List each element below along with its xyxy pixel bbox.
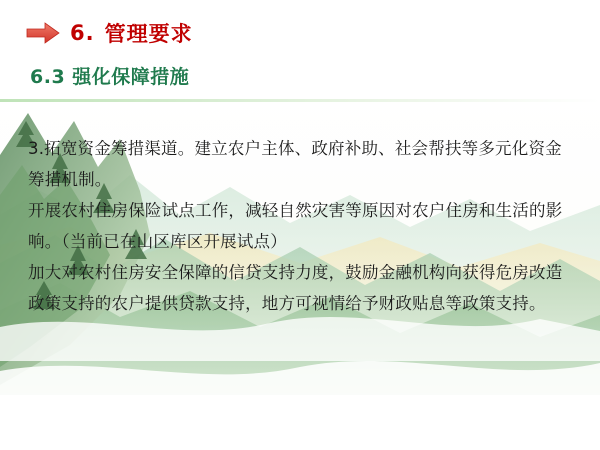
slide-heading [26, 18, 193, 48]
right-arrow-icon [26, 22, 60, 44]
body-paragraph-1: 3.拓宽资金筹措渠道。建立农户主体、政府补助、社会帮扶等多元化资金筹措机制。 [28, 139, 562, 189]
section-number: 6. [70, 21, 95, 45]
page-title: 管理要求 [104, 22, 193, 46]
slide-body-text [28, 133, 576, 319]
body-paragraph-3: 加大对农村住房安全保障的信贷支持力度，鼓励金融机构向获得危房改造政策支持的农户提供贷款支持，地方可视情给予财政贴息等政策支持。 [28, 263, 563, 313]
body-paragraph-2: 开展农村住房保险试点工作，减轻自然灾害等原因对农户住房和生活的影响。（当前已在山区库区开展试点） [28, 201, 563, 251]
sub-heading: 6.3 强化保障措施 [30, 66, 190, 88]
heading-divider-rule [0, 99, 600, 102]
